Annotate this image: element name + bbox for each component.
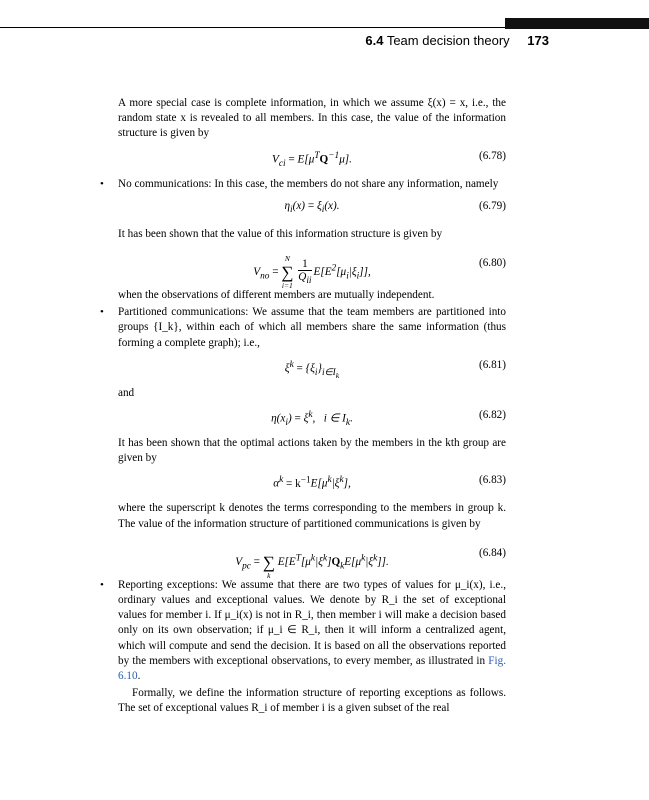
section-number: 6.4 bbox=[365, 33, 384, 48]
equation-number: (6.83) bbox=[478, 474, 506, 487]
section-title: Team decision theory bbox=[386, 33, 510, 48]
paragraph: Reporting exceptions: We assume that there are two types of values for μ_i(x), i.e., ordinary values and exceptional values. We denote by R_i the set of exceptional values for member i. If μ_i(x) is not in R_i, then member i will make a decision based only on its own observation; if μ_i ∈ R_i, then it will inform a centralized agent, which will compute and send the decision. It is based on all the observations reported by the members with exceptional observations, to every member, as illustrated in Fig. 6.10. bbox=[118, 578, 506, 683]
paragraph: It has been shown that the value of this information structure is given by bbox=[118, 227, 443, 240]
equation-number: (6.78) bbox=[478, 149, 506, 162]
page-body bbox=[100, 96, 506, 719]
equation-6-78: $V_{ci} = E[\mu^TQ^{-1}\mu]$. (6.78) bbox=[272, 149, 506, 169]
running-header bbox=[365, 33, 549, 48]
list-item bbox=[100, 305, 506, 351]
paragraph: A more special case is complete information, in which we assume ξ(x) = x, i.e., the random state x is revealed to all members. In this case, the value of the information structure is given by bbox=[118, 97, 506, 140]
list-item bbox=[100, 578, 506, 684]
paragraph: and bbox=[118, 386, 135, 399]
equation-6-80: $V_{no}$ = N ∑ i=1 $\frac{1}{Q_{ii}}$ $E[E^2[\mu_i|\xi_i]]$, (6.80) bbox=[253, 254, 506, 291]
equation-6-84: $V_{pc}$ = ∑ k $E[E^T[\mu^k|\xi^k]Q_kE[\mu^k|\xi^k]]$. (6.84) bbox=[235, 546, 506, 580]
paragraph: where the superscript k denotes the terms corresponding to the members in group k. The value of the information structure of partitioned communications is given by bbox=[118, 502, 506, 530]
paragraph: Partitioned communications: We assume that the team members are partitioned into groups {I_k}, within each of which all members share the same information (thus forming a complete graph); i.e., bbox=[118, 306, 506, 349]
page-number: 173 bbox=[527, 33, 549, 48]
equation-6-83: $\alpha^k = k^{-1}E[\mu^k|\xi^k]$, (6.83) bbox=[273, 474, 506, 491]
equation-number: (6.80) bbox=[478, 257, 506, 270]
figure-link[interactable]: Fig. 6.10 bbox=[118, 654, 506, 683]
equation-number: (6.84) bbox=[478, 546, 506, 559]
equation-number: (6.82) bbox=[478, 409, 506, 422]
equation-number: (6.81) bbox=[478, 358, 506, 371]
paragraph: Formally, we define the information structure of reporting exceptions as follows. The set of exceptional values R_i of member i is a given subset of the real bbox=[118, 687, 506, 715]
equation-6-79: $\eta_i(x) = \xi_i(x)$. (6.79) bbox=[284, 199, 506, 216]
equation-number: (6.79) bbox=[478, 199, 506, 212]
bullet-icon: • bbox=[100, 177, 104, 190]
equation-6-82: $\eta(x_i) = \xi^k$, i ∈ $I_k$. (6.82) bbox=[271, 409, 506, 428]
bullet-icon: • bbox=[100, 306, 104, 319]
list-item bbox=[100, 177, 506, 192]
equation-6-81: $\xi^k = \{\xi_i\}_{i\in I_k}$ (6.81) bbox=[284, 358, 506, 380]
paragraph: It has been shown that the optimal actions taken by the members in the kth group are given by bbox=[118, 437, 506, 465]
paragraph: No communications: In this case, the members do not share any information, namely bbox=[118, 177, 499, 190]
paragraph: when the observations of different members are mutually independent. bbox=[118, 289, 435, 302]
header-bar bbox=[505, 18, 649, 29]
bullet-icon: • bbox=[100, 578, 104, 591]
